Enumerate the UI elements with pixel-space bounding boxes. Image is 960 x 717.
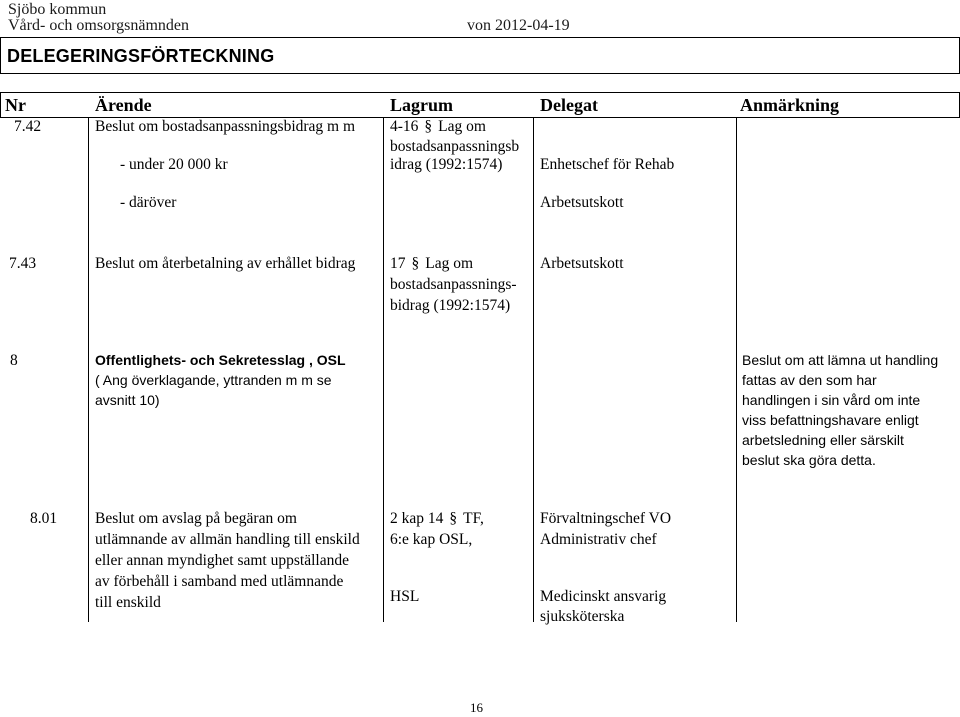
row-8-arende: Offentlighets- och Sekretesslag , OSL ( Ang överklagande, yttranden m m se avsnitt 10) <box>95 352 346 408</box>
row-743-lagrum-2: bostadsanpassnings- <box>390 276 517 293</box>
title-box-top <box>0 37 960 38</box>
row-743-lagrum-3: bidrag (1992:1574) <box>390 297 511 314</box>
title-box-left <box>0 37 1 74</box>
title-box-bottom <box>0 73 960 74</box>
row-742-arende-2: - under 20 000 kr <box>120 156 228 173</box>
row-801-nr: 8.01 <box>30 510 58 527</box>
row-742-lagrum-2: bostadsanpassningsb <box>390 138 520 155</box>
document-title: DELEGERINGSFÖRTECKNING <box>7 46 275 66</box>
section-mark: § <box>411 255 420 272</box>
row-801-delegat-2: Administrativ chef <box>540 531 657 548</box>
col-divider-lagrum <box>533 117 534 622</box>
row-742-lagrum-3: idrag (1992:1574) <box>390 156 503 173</box>
col-header-arende: Ärende <box>95 95 152 115</box>
row-801-arende: Beslut om avslag på begäran om utlämnande av allmän handling till enskild eller annan myndighet samt uppställande av förbehåll i samband med utlämnande till enskild <box>95 510 360 611</box>
row-743-lagrum-1: 17 § Lag om <box>390 255 474 272</box>
row-742-lagrum-1: 4-16 § Lag om <box>390 118 486 135</box>
row-742-arende-3: - däröver <box>120 194 177 211</box>
row-743-delegat: Arbetsutskott <box>540 255 624 272</box>
page-number: 16 <box>470 700 483 715</box>
row-743-arende: Beslut om återbetalning av erhållet bidrag <box>95 255 356 272</box>
col-header-delegat: Delegat <box>540 95 598 115</box>
table-left-border <box>0 92 1 117</box>
document-date: von 2012-04-19 <box>467 17 570 34</box>
row-8-arende-title: Offentlighets- och Sekretesslag , OSL <box>95 352 346 368</box>
col-divider-arende <box>383 117 384 622</box>
row-8-anmarkning: Beslut om att lämna ut handling fattas av den som har handlingen i sin vård om inte viss befattningshavare enligt arbetsledning eller särskilt beslut ska göra detta. <box>742 352 939 468</box>
row-801-delegat-1: Förvaltningschef VO <box>540 510 672 527</box>
col-header-nr: Nr <box>5 95 26 115</box>
row-742-delegat-2: Arbetsutskott <box>540 194 624 211</box>
section-mark: § <box>449 510 458 527</box>
municipality-name: Sjöbo kommun <box>8 1 107 18</box>
col-divider-delegat <box>736 117 737 622</box>
committee-name: Vård- och omsorgsnämnden <box>8 17 189 34</box>
row-801-lagrum-3: HSL <box>390 588 420 605</box>
row-801-lagrum-2: 6:e kap OSL, <box>390 531 473 548</box>
col-header-anmarkning: Anmärkning <box>740 95 840 115</box>
section-mark: § <box>424 118 433 135</box>
row-801-delegat-4: sjuksköterska <box>540 608 625 625</box>
row-742-nr: 7.42 <box>14 118 42 135</box>
row-801-delegat-3: Medicinskt ansvarig <box>540 588 667 605</box>
row-743-nr: 7.43 <box>9 255 37 272</box>
col-divider-nr <box>88 117 89 622</box>
table-top-border <box>0 92 960 93</box>
row-742-arende-1: Beslut om bostadsanpassningsbidrag m m <box>95 118 356 135</box>
col-header-lagrum: Lagrum <box>390 95 453 115</box>
row-742-delegat-1: Enhetschef för Rehab <box>540 156 675 173</box>
row-801-lagrum-1: 2 kap 14 § TF, <box>390 510 484 527</box>
row-8-nr: 8 <box>10 352 18 369</box>
